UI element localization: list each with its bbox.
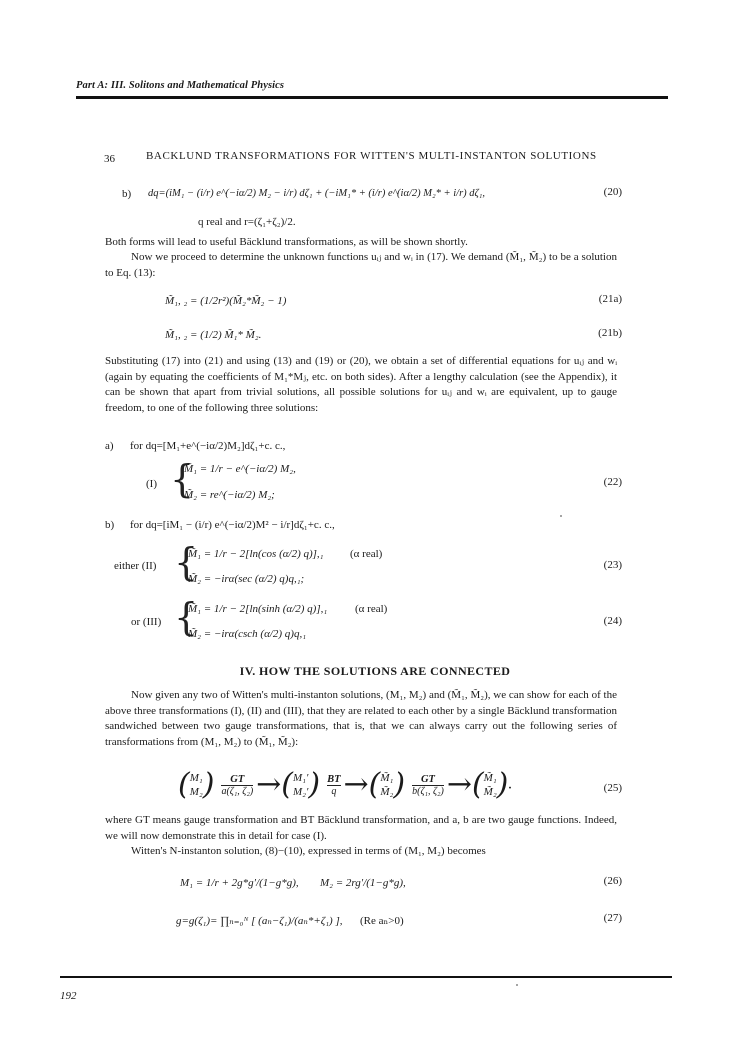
equation-24-line1: M̃₁ = 1/r − 2[ln(sinh (α/2) q)],₁: [188, 603, 328, 615]
equation-23-number: (23): [603, 559, 622, 571]
eq22-roman: (I): [146, 478, 157, 490]
eq23-prefix: either (II): [114, 560, 157, 572]
equation-23-line1: M̃₁ = 1/r − 2[ln(cos (α/2) q)],₁: [188, 548, 324, 560]
equation-24-note: (α real): [355, 603, 388, 615]
eq24-brace: {: [174, 595, 199, 639]
header-rule: [76, 96, 668, 99]
eq25-mid2: M̃₁ M̃₂: [380, 772, 394, 798]
eq25-arrow-gt2: $\frac{GT}{\text{b(ζ₁, ζ₂)}}$: [412, 773, 444, 797]
equation-21b: M̃₁, ₂ = (1/2) M̃₁* M̃₂.: [165, 329, 262, 341]
eq25-paren: (: [178, 767, 190, 802]
eq25-end: M̃₁ M̃₂: [483, 772, 497, 798]
eq25-arrow-bt: $\frac{BT}{q}$: [327, 773, 341, 797]
equation-26-right: M₂ = 2rg′/(1−g*g),: [320, 877, 406, 889]
equation-23-line2: M̃₂ = −irα(sec (α/2) q)q,₁;: [188, 573, 305, 585]
footer-rule: [60, 976, 672, 978]
equation-21a-number: (21a): [598, 293, 622, 305]
paragraph-6: Witten's N-instanton solution, (8)−(10), expressed in terms of (M₁, M₂) becomes: [131, 845, 486, 857]
equation-26-number: (26): [603, 875, 622, 887]
running-head: Part A: III. Solitons and Mathematical Physics: [76, 80, 285, 91]
folio: 192: [60, 990, 77, 1002]
paragraph-1: Both forms will lead to useful Bäcklund transformations, as will be shown shortly.: [105, 236, 468, 248]
equation-22-number: (22): [603, 476, 622, 488]
eq25-start: M₁ M₂: [189, 772, 203, 798]
equation-23-note: (α real): [350, 548, 383, 560]
scan-speck: [560, 515, 562, 517]
eq20-label: b): [122, 188, 132, 200]
equation-20: dq=(iM₁ − (i/r) e^(−iα/2) M₂ − i/r) dζ₁ + (−iM₁* + (i/r) e^(iα/2) M₂* + i/r) dζ₁,: [148, 188, 486, 199]
equation-27: g=g(ζ₁)= ∏ₙ₌₀ᴺ [ (aₙ−ζ₁)/(aₙ*+ζ₁) ],: [176, 915, 343, 927]
equation-21a: M̃₁, ₂ = (1/2r²)(M̃₂*M̃₂ − 1): [165, 295, 287, 307]
equation-22-line2: M̃₂ = re^(−iα/2) M₂;: [184, 489, 275, 501]
paragraph-3: Substituting (17) into (21) and using (13) and (19) or (20), we obtain a set of differential equations for uᵢⱼ and wᵢ (again by equating the coefficients of M₁*Mⱼ, etc. on both sides). After a lengthy calculation (see the Appendix), it can be shown that apart from trivial solutions, all possible solutions for uᵢⱼ and wᵢ are equivalent, up to gauge freedom, to one of the following three solutions:: [105, 355, 617, 414]
eq23-brace: {: [174, 540, 199, 584]
equation-22-line1: M̃₁ = 1/r − e^(−iα/2) M₂,: [184, 463, 296, 475]
equation-24-number: (24): [603, 615, 622, 627]
equation-27-number: (27): [603, 912, 622, 924]
equation-25-number: (25): [603, 782, 622, 794]
eq25-arrow-gt1: $\frac{GT}{\text{a(ζ₁, ζ₂)}}$: [221, 773, 254, 797]
case-a-condition: for dq=[M₁+e^(−iα/2)M₂]dζ₁+c. c.,: [130, 440, 286, 452]
equation-20-number: (20): [603, 186, 622, 198]
equation-20-condition: q real and r=(ζ₁+ζ₂)/2.: [198, 216, 296, 228]
eq24-prefix: or (III): [131, 616, 162, 628]
chapter-title: BACKLUND TRANSFORMATIONS FOR WITTEN'S MULTI-INSTANTON SOLUTIONS: [146, 150, 597, 162]
equation-24-line2: M̃₂ = −irα(csch (α/2) q)q,₁: [188, 628, 307, 640]
equation-21b-number: (21b): [598, 327, 622, 339]
scan-speck: [516, 984, 518, 986]
paragraph-2: Now we proceed to determine the unknown functions uᵢⱼ and wᵢ in (17). We demand (M̃₁, M̃₂) to be a solution to Eq. (13):: [105, 251, 617, 279]
paragraph-5: where GT means gauge transformation and BT Bäcklund transformation, and a, b are two gauge functions. Indeed, we will now demonstrate this in detail for case (I).: [105, 814, 617, 842]
case-a-label: a): [105, 440, 114, 452]
page-number: 36: [104, 153, 115, 165]
equation-26-left: M₁ = 1/r + 2g*g′/(1−g*g),: [180, 877, 299, 889]
equation-25: ( M₁ M₂ ) $\frac{GT}{\text{a(ζ₁, ζ₂)}}$ →( M₁′ M₂′ ) $\frac{BT}{q}$ →( M̃₁ M̃₂ ) $\frac{GT}{\text{b(ζ₁, ζ₂)}}$ →( M̃₁ M̃₂ ).: [178, 767, 513, 802]
paragraph-4: Now given any two of Witten's multi-instanton solutions, (M₁, M₂) and (M̃₁, M̃₂), we can show for each of the above three transformations (I), (II) and (III), that they are related to each other by a single Bäcklund transformation sandwiched between two gauge transformations, that is, that we can always carry out the following series of transformations from (M₁, M₂) to (M̃₁, M̃₂):: [105, 689, 617, 748]
eq25-mid1: M₁′ M₂′: [293, 772, 309, 798]
section-heading: IV. HOW THE SOLUTIONS ARE CONNECTED: [239, 664, 511, 678]
equation-27-condition: (Re aₙ>0): [360, 915, 404, 927]
eq22-brace: {: [170, 457, 195, 501]
case-b-label: b): [105, 519, 115, 531]
case-b-condition: for dq=[iM₁ − (i/r) e^(−iα/2)M² − i/r]dζ₁+c. c.,: [130, 519, 335, 531]
